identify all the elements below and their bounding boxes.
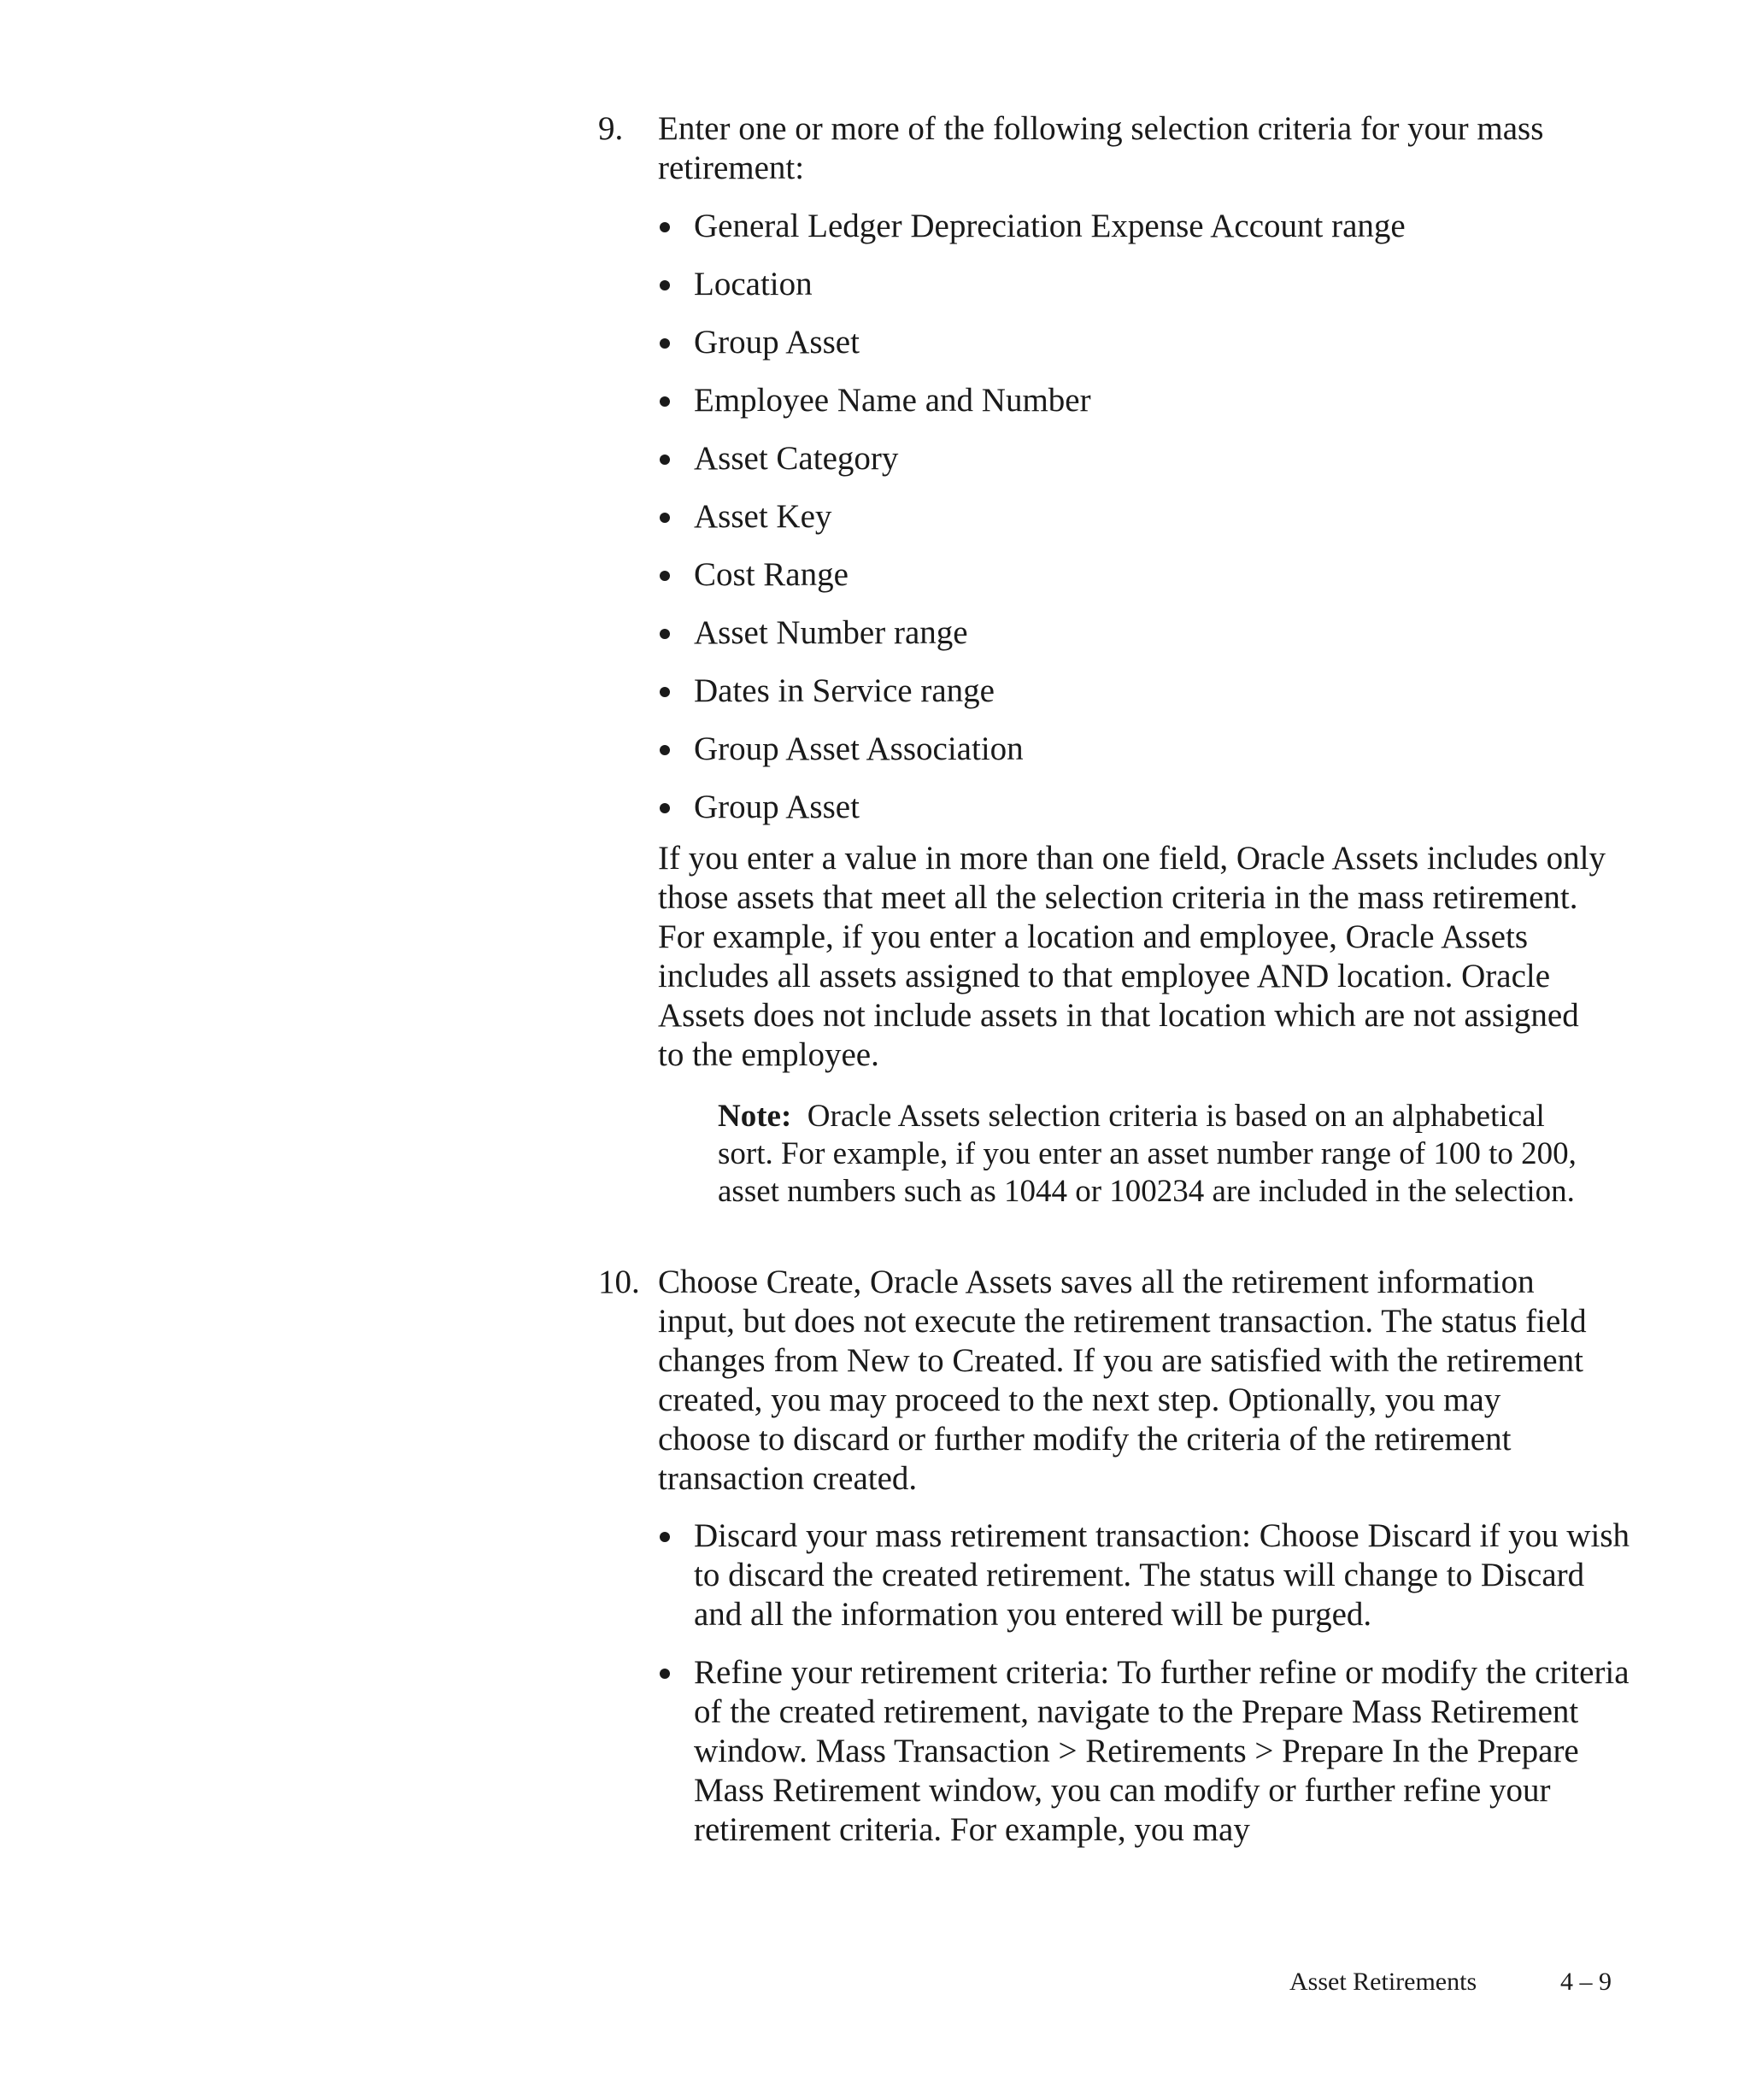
criteria-list [658, 207, 1632, 827]
bullet-icon [660, 222, 670, 232]
options-list [658, 1516, 1632, 1850]
step-body [658, 1263, 1632, 1499]
bullet-icon [660, 745, 670, 755]
list-item: General Ledger Depreciation Expense Account range [658, 207, 1632, 246]
step-number: 9. [598, 110, 624, 147]
bullet-icon [660, 338, 670, 349]
bullet-icon [660, 1532, 670, 1542]
list-item: Group Asset Association [658, 730, 1632, 769]
note-label: Note: [718, 1099, 792, 1134]
step-number: 10. [598, 1264, 640, 1300]
list-item: Discard your mass retirement transaction: Choose Discard if you wish to discard the created retirement. The status will change to Discard and all the information you entered will be purged. [658, 1516, 1632, 1634]
list-item: Dates in Service range [658, 672, 1632, 711]
note [718, 1098, 1606, 1211]
list-item: Employee Name and Number [658, 381, 1632, 420]
list-item: Refine your retirement criteria: To further refine or modify the criteria of the created retirement, navigate to the Prepare Mass Retirement window. Mass Transaction > Retirements > Prepare In the Prepare Mass Retirement window, you can modify or further refine your retirement criteria. For example, you may [658, 1653, 1632, 1850]
list-item: Location [658, 265, 1632, 304]
list-item: Asset Number range [658, 613, 1632, 653]
bullet-icon [660, 687, 670, 697]
bullet-icon [660, 455, 670, 465]
explanation-paragraph: If you enter a value in more than one field, Oracle Assets includes only those assets that meet all the selection criteria in the mass retirement. For example, if you enter a location and employee, Oracle Assets includes all assets assigned to that employee AND location. Oracle Assets does not include assets in that location which are not assigned to the employee. [658, 840, 1606, 1073]
bullet-icon [660, 803, 670, 813]
bullet-icon [660, 1669, 670, 1679]
list-item: Cost Range [658, 555, 1632, 595]
bullet-icon [660, 396, 670, 407]
footer-page-number: 4 – 9 [1560, 1968, 1612, 1996]
note-text: Oracle Assets selection criteria is based on an alphabetical sort. For example, if you enter an asset number range of 100 to 200, asset numbers such as 1044 or 100234 are included in the selection. [718, 1099, 1577, 1209]
step-intro: Choose Create, Oracle Assets saves all the retirement information input, but does not execute the retirement transaction. The status field changes from New to Created. If you are satisfied with the retirement created, you may proceed to the next step. Optionally, you may choose to discard or further modify the criteria of the retirement transaction created. [658, 1264, 1587, 1497]
list-item: Group Asset [658, 323, 1632, 362]
list-item: Asset Category [658, 439, 1632, 478]
bullet-icon [660, 571, 670, 581]
bullet-icon [660, 280, 670, 290]
list-item: Group Asset [658, 788, 1632, 827]
footer-section-title: Asset Retirements [1289, 1968, 1477, 1996]
step-intro: Enter one or more of the following selection criteria for your mass retirement: [658, 110, 1544, 186]
step-body [658, 109, 1632, 188]
bullet-icon [660, 629, 670, 639]
list-item: Asset Key [658, 497, 1632, 537]
bullet-icon [660, 513, 670, 523]
